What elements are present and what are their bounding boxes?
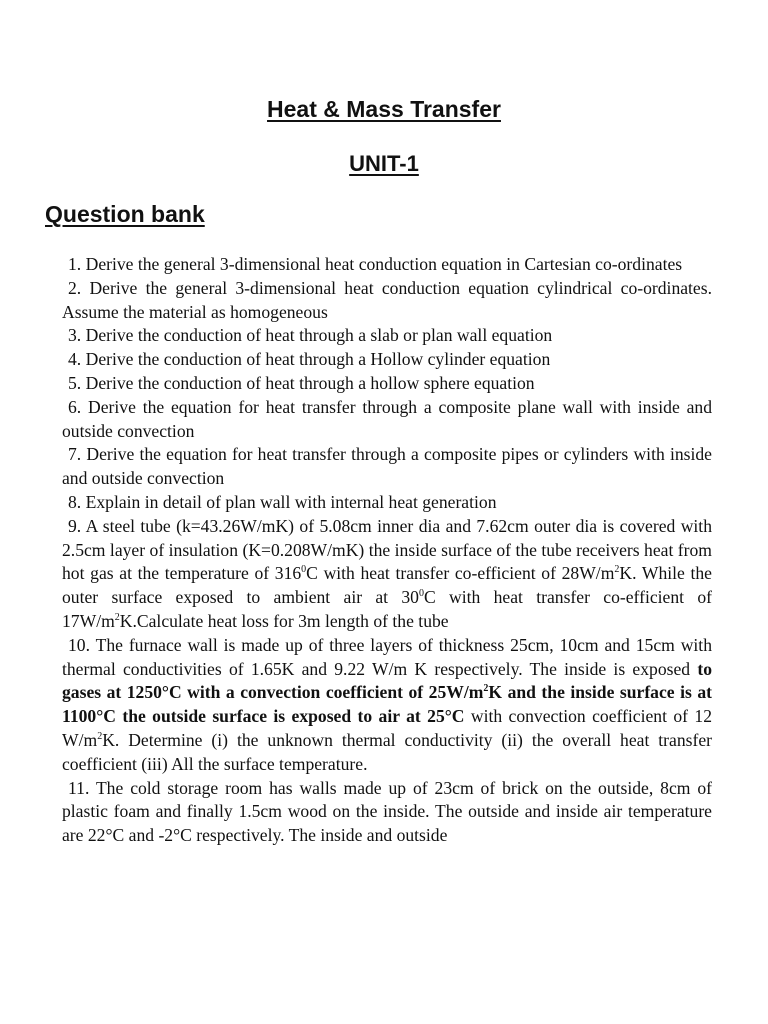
superscript: 2 <box>614 564 620 576</box>
question-text: Derive the conduction of heat through a slab or plan wall equation <box>85 325 553 346</box>
question-item <box>62 324 712 348</box>
question-item <box>62 491 712 515</box>
superscript: 0 <box>301 564 307 576</box>
question-number: 4. <box>68 349 82 370</box>
question-item <box>62 348 712 372</box>
question-number: 7. <box>68 444 82 465</box>
question-number: 2. <box>68 277 82 298</box>
question-item <box>62 777 712 848</box>
question-item <box>62 634 712 777</box>
question-text-part: with convection coefficient of 12 W/m <box>62 706 712 750</box>
question-text-part: C with heat transfer co-efficient of 17W/m <box>62 587 712 631</box>
question-item <box>62 515 712 634</box>
question-item <box>62 277 712 325</box>
question-text: Explain in detail of plan wall with internal heat generation <box>85 491 497 512</box>
question-number: 3. <box>68 325 82 346</box>
question-text: Derive the general 3-dimensional heat conduction equation in Cartesian co-ordinates <box>85 254 683 274</box>
question-number: 8. <box>68 491 82 512</box>
superscript: 2 <box>483 683 489 695</box>
question-list <box>62 253 712 848</box>
unit-heading: UNIT-1 <box>349 151 419 176</box>
question-text: Derive the equation for heat transfer through a composite pipes or cylinders with inside and outside convection <box>62 444 712 489</box>
question-text-part: to gases at 1250°C with a convection coefficient of 25W/m <box>62 658 712 703</box>
question-text-part: C with heat transfer co-efficient of 28W/m <box>306 563 615 584</box>
question-number: 6. <box>68 396 82 417</box>
question-text-part: The furnace wall is made up of three layers of thickness 25cm, 10cm and 15cm with thermal conductivities of 1.65K and 9.22 W/m K respectively. The inside is exposed <box>62 634 712 679</box>
question-text-part: K and the inside surface is at 1100°C the outside surface is exposed to air at 25°C <box>62 682 712 727</box>
question-text: The cold storage room has walls made up of 23cm of brick on the outside, 8cm of plastic foam and finally 1.5cm wood on the inside. The outside and inside air temperature are 22°C and -2°C respectively. The inside and outside <box>62 777 712 846</box>
question-item <box>62 396 712 444</box>
question-text-part: K. Determine (i) the unknown thermal conductivity (ii) the overall heat transfer coefficient (iii) All the surface temperature. <box>62 729 712 774</box>
superscript: 2 <box>114 611 120 623</box>
question-item <box>62 372 712 396</box>
question-text: Derive the conduction of heat through a hollow sphere equation <box>85 372 535 393</box>
question-number: 5. <box>68 372 82 393</box>
question-text: Derive the conduction of heat through a Hollow cylinder equation <box>85 349 551 370</box>
superscript: 0 <box>418 588 424 600</box>
question-text: Derive the general 3-dimensional heat conduction equation cylindrical co-ordinates. Assume the material as homogeneous <box>62 277 712 322</box>
question-text: Derive the equation for heat transfer through a composite plane wall with inside and outside convection <box>62 396 712 441</box>
question-bank-heading: Question bank <box>45 201 205 227</box>
question-number: 11. <box>68 777 90 798</box>
document-title: Heat & Mass Transfer <box>267 96 501 122</box>
question-number: 1. <box>68 254 82 274</box>
question-number: 9. <box>68 515 82 536</box>
question-item <box>62 253 712 277</box>
question-text-part: K. While the outer surface exposed to ambient air at 30 <box>62 563 712 608</box>
question-text-part: A steel tube (k=43.26W/mK) of 5.08cm inner dia and 7.62cm outer dia is covered with 2.5cm layer of insulation (K=0.208W/mK) the inside surface of the tube receivers heat from hot gas at the temperature of 316 <box>62 515 712 584</box>
question-text-part: K.Calculate heat loss for 3m length of the tube <box>119 610 449 631</box>
question-number: 10. <box>68 634 90 655</box>
question-item <box>62 443 712 491</box>
superscript: 2 <box>97 730 103 742</box>
